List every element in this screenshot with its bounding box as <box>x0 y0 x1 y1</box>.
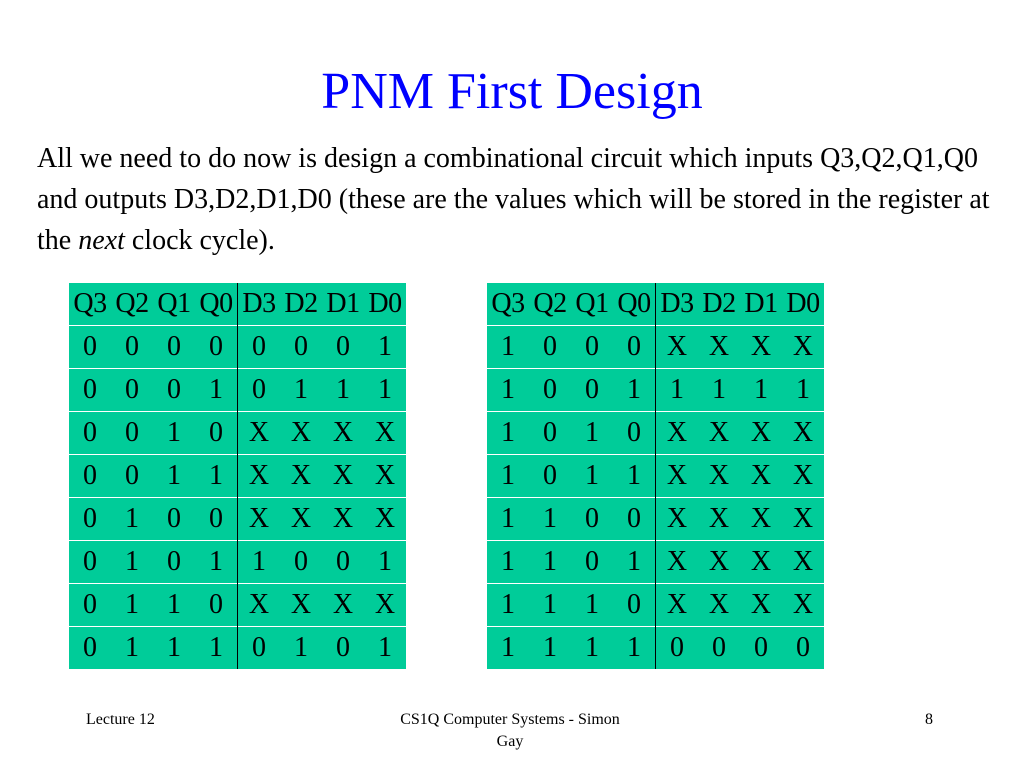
table-cell: 1 <box>487 326 529 369</box>
table-cell: X <box>656 326 699 369</box>
table-cell: X <box>280 498 322 541</box>
table-cell: 1 <box>698 369 740 412</box>
header-q3: Q3 <box>491 288 525 319</box>
table-cell: X <box>740 412 782 455</box>
table-cell: 1 <box>111 541 153 584</box>
table-cell: X <box>656 455 699 498</box>
truth-table-right <box>487 283 824 669</box>
table-cell: 0 <box>69 627 111 670</box>
table-cell: 1 <box>656 369 699 412</box>
table-cell: 1 <box>740 369 782 412</box>
truth-table-right-body <box>487 326 824 670</box>
slide-title: PNM First Design <box>321 63 703 120</box>
table-cell: 0 <box>322 627 364 670</box>
table-row <box>487 627 824 670</box>
header-d0: D0 <box>786 288 820 319</box>
table-cell: 1 <box>111 627 153 670</box>
table-cell: X <box>656 584 699 627</box>
table-cell: X <box>322 412 364 455</box>
table-cell: 1 <box>613 455 656 498</box>
table-row <box>487 369 824 412</box>
table-cell: X <box>698 541 740 584</box>
table-cell: 0 <box>571 498 613 541</box>
table-cell: 1 <box>195 455 238 498</box>
body-text-part1: All we need to do now is design a combinational circuit which inputs Q3,Q2,Q1,Q0 and outputs D3,D2,D1,D0 (these are the values which will be stored in the register at the <box>37 143 990 256</box>
table-cell: 0 <box>69 369 111 412</box>
truth-table-header-row <box>487 283 824 326</box>
table-row <box>69 584 406 627</box>
table-row <box>487 412 824 455</box>
header-d3: D3 <box>238 283 281 326</box>
table-cell: X <box>740 455 782 498</box>
header-d1: D1 <box>326 288 360 319</box>
table-cell: X <box>238 584 281 627</box>
table-cell: X <box>740 498 782 541</box>
table-cell: X <box>364 498 406 541</box>
slide-body-text <box>37 138 997 261</box>
table-cell: 0 <box>322 326 364 369</box>
table-cell: 1 <box>111 498 153 541</box>
table-cell: 1 <box>571 412 613 455</box>
table-row <box>487 326 824 369</box>
table-cell: 0 <box>153 498 195 541</box>
table-cell: 1 <box>364 541 406 584</box>
table-cell: 0 <box>111 455 153 498</box>
header-d2: D2 <box>284 288 318 319</box>
table-cell: 0 <box>111 326 153 369</box>
table-cell: 1 <box>153 627 195 670</box>
table-cell: 1 <box>782 369 824 412</box>
table-row <box>487 455 824 498</box>
table-cell: 0 <box>571 369 613 412</box>
table-cell: 1 <box>487 412 529 455</box>
table-cell: 1 <box>364 627 406 670</box>
table-cell: 0 <box>571 541 613 584</box>
footer-course-line1: CS1Q Computer Systems - Simon <box>400 711 620 728</box>
table-cell: X <box>364 412 406 455</box>
table-cell: 1 <box>487 498 529 541</box>
body-text-part2: clock cycle). <box>124 225 275 256</box>
table-cell: 0 <box>111 412 153 455</box>
table-cell: X <box>782 326 824 369</box>
table-cell: 1 <box>487 584 529 627</box>
table-cell: 1 <box>613 627 656 670</box>
table-cell: 0 <box>529 412 571 455</box>
table-cell: X <box>656 498 699 541</box>
table-cell: 0 <box>529 369 571 412</box>
table-cell: 1 <box>529 498 571 541</box>
table-row <box>69 498 406 541</box>
table-cell: 0 <box>195 498 238 541</box>
table-cell: 0 <box>613 326 656 369</box>
table-cell: X <box>782 412 824 455</box>
table-cell: 1 <box>195 541 238 584</box>
table-cell: X <box>782 541 824 584</box>
table-cell: 1 <box>487 627 529 670</box>
table-row <box>69 412 406 455</box>
table-cell: X <box>656 412 699 455</box>
table-cell: X <box>740 584 782 627</box>
table-cell: 1 <box>487 455 529 498</box>
header-d2: D2 <box>702 288 736 319</box>
table-cell: X <box>280 412 322 455</box>
footer-course-line2: Gay <box>496 733 524 750</box>
table-cell: 1 <box>280 369 322 412</box>
table-cell: X <box>364 455 406 498</box>
table-row <box>69 627 406 670</box>
table-cell: 0 <box>238 627 281 670</box>
header-q0: Q0 <box>199 288 233 319</box>
table-cell: 0 <box>698 627 740 670</box>
table-cell: 1 <box>322 369 364 412</box>
table-cell: X <box>364 584 406 627</box>
table-cell: 1 <box>195 369 238 412</box>
table-cell: 0 <box>613 412 656 455</box>
table-cell: 1 <box>613 369 656 412</box>
header-q0: Q0 <box>617 288 651 319</box>
table-cell: 1 <box>571 455 613 498</box>
table-cell: 0 <box>69 498 111 541</box>
table-row <box>69 326 406 369</box>
table-cell: X <box>322 584 364 627</box>
table-cell: X <box>782 498 824 541</box>
table-cell: 1 <box>529 627 571 670</box>
table-cell: X <box>238 412 281 455</box>
table-cell: 0 <box>322 541 364 584</box>
table-cell: 1 <box>364 326 406 369</box>
table-cell: 1 <box>111 584 153 627</box>
table-cell: X <box>698 498 740 541</box>
table-cell: X <box>740 541 782 584</box>
table-row <box>487 541 824 584</box>
header-d0: D0 <box>368 288 402 319</box>
table-cell: 1 <box>195 627 238 670</box>
header-q2: Q2 <box>533 288 567 319</box>
table-cell: X <box>322 455 364 498</box>
table-cell: 0 <box>153 541 195 584</box>
table-cell: 1 <box>487 541 529 584</box>
table-cell: 1 <box>529 541 571 584</box>
table-cell: X <box>782 455 824 498</box>
table-cell: X <box>740 326 782 369</box>
table-cell: 0 <box>280 541 322 584</box>
table-row <box>487 498 824 541</box>
table-cell: 0 <box>613 498 656 541</box>
table-row <box>69 455 406 498</box>
table-cell: 0 <box>280 326 322 369</box>
table-cell: 0 <box>69 584 111 627</box>
table-cell: 1 <box>613 541 656 584</box>
table-cell: 1 <box>364 369 406 412</box>
header-d3: D3 <box>656 283 699 326</box>
footer-page-number: 8 <box>925 711 933 728</box>
table-cell: 0 <box>195 412 238 455</box>
table-cell: 0 <box>740 627 782 670</box>
table-cell: 0 <box>238 369 281 412</box>
table-cell: 0 <box>69 455 111 498</box>
table-cell: 1 <box>280 627 322 670</box>
table-cell: X <box>698 326 740 369</box>
table-cell: X <box>782 584 824 627</box>
table-cell: 0 <box>153 326 195 369</box>
truth-table-left-body <box>69 326 406 670</box>
table-cell: 0 <box>69 326 111 369</box>
table-cell: 1 <box>153 584 195 627</box>
table-cell: 0 <box>111 369 153 412</box>
table-cell: X <box>238 498 281 541</box>
table-cell: 0 <box>571 326 613 369</box>
footer-course <box>355 709 665 753</box>
table-row <box>487 584 824 627</box>
truth-table-header-row <box>69 283 406 326</box>
table-cell: 0 <box>69 412 111 455</box>
header-d1: D1 <box>744 288 778 319</box>
table-cell: 1 <box>571 627 613 670</box>
table-cell: 0 <box>195 584 238 627</box>
table-cell: 1 <box>153 455 195 498</box>
table-cell: X <box>238 455 281 498</box>
header-q1: Q1 <box>575 288 609 319</box>
body-text-emphasis: next <box>78 225 125 256</box>
table-cell: 1 <box>487 369 529 412</box>
table-cell: X <box>698 455 740 498</box>
table-cell: X <box>322 498 364 541</box>
table-row <box>69 541 406 584</box>
table-cell: 0 <box>153 369 195 412</box>
table-cell: 0 <box>238 326 281 369</box>
table-cell: 0 <box>613 584 656 627</box>
table-cell: X <box>280 455 322 498</box>
table-cell: 0 <box>69 541 111 584</box>
table-cell: 0 <box>529 455 571 498</box>
table-cell: 0 <box>656 627 699 670</box>
table-row <box>69 369 406 412</box>
table-cell: X <box>698 584 740 627</box>
table-cell: X <box>656 541 699 584</box>
truth-table-left <box>69 283 406 669</box>
table-cell: 0 <box>195 326 238 369</box>
header-q2: Q2 <box>115 288 149 319</box>
table-cell: 1 <box>529 584 571 627</box>
table-cell: 1 <box>238 541 281 584</box>
table-cell: 0 <box>782 627 824 670</box>
header-q1: Q1 <box>157 288 191 319</box>
footer-lecture: Lecture 12 <box>86 711 155 728</box>
table-cell: X <box>698 412 740 455</box>
table-cell: 1 <box>153 412 195 455</box>
table-cell: X <box>280 584 322 627</box>
table-cell: 0 <box>529 326 571 369</box>
header-q3: Q3 <box>73 288 107 319</box>
table-cell: 1 <box>571 584 613 627</box>
